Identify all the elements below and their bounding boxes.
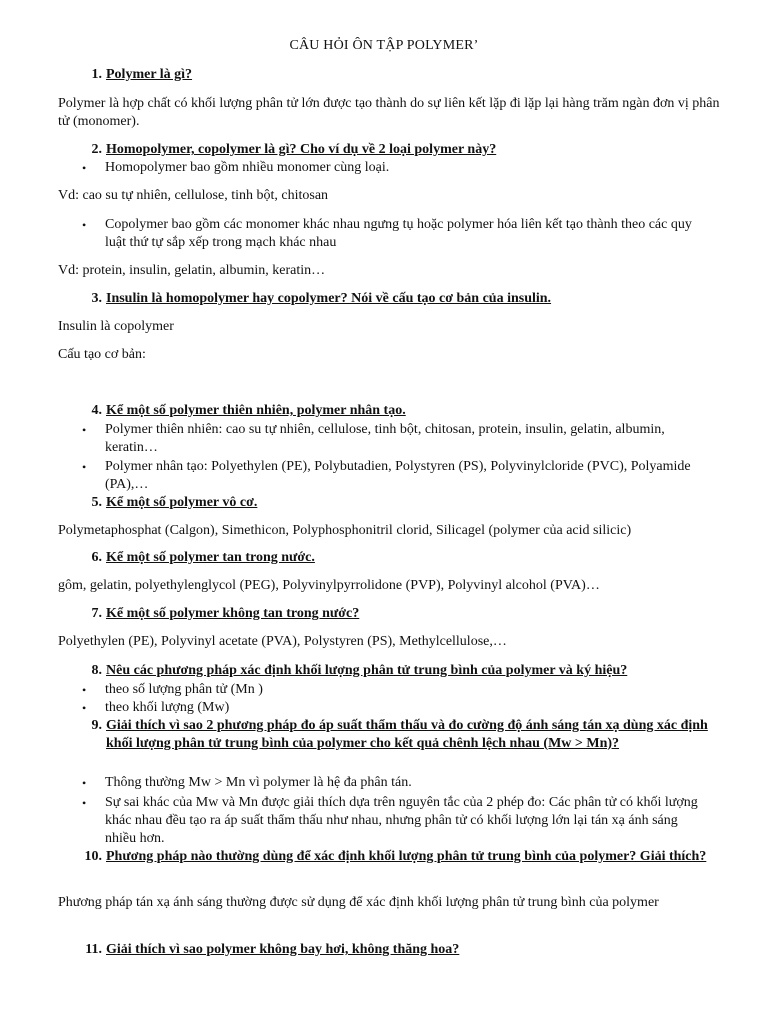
bullet-icon: • xyxy=(82,796,87,810)
answer-4-bullet-synthetic: Polymer nhân tạo: Polyethylen (PE), Polybutadien, Polystyren (PS), Polyvinylcloride (PVC), Polyamide (PA),… xyxy=(105,459,691,492)
question-8-number: 8. xyxy=(91,663,102,678)
answer-3-line-1: Insulin là copolymer xyxy=(58,319,174,334)
answer-8-bullet-mw: theo khối lượng (Mw) xyxy=(105,700,230,715)
question-4-heading: Kể một số polymer thiên nhiên, polymer nhân tạo. xyxy=(106,403,406,418)
question-3-heading: Insulin là homopolymer hay copolymer? Nói về cấu tạo cơ bản của insulin. xyxy=(106,291,552,306)
answer-5-paragraph: Polymetaphosphat (Calgon), Simethicon, Polyphosphonitril clorid, Silicagel (polymer của acid silicic) xyxy=(58,523,632,538)
bullet-icon: • xyxy=(82,460,87,474)
question-7-number: 7. xyxy=(91,606,102,621)
answer-2-bullet-homopolymer: Homopolymer bao gồm nhiều monomer cùng loại. xyxy=(105,160,390,175)
question-10-heading: Phương pháp nào thường dùng để xác định khối lượng phân tử trung bình của polymer? Giải thích? xyxy=(106,849,707,864)
question-11-number: 11. xyxy=(85,942,102,957)
answer-3-line-2: Cấu tạo cơ bản: xyxy=(58,347,146,362)
answer-7-paragraph: Polyethylen (PE), Polyvinyl acetate (PVA), Polystyren (PS), Methylcellulose,… xyxy=(58,634,507,649)
answer-2-example-1: Vd: cao su tự nhiên, cellulose, tinh bột, chitosan xyxy=(58,188,329,203)
question-2-heading: Homopolymer, copolymer là gì? Cho ví dụ về 2 loại polymer này? xyxy=(106,142,497,157)
bullet-icon: • xyxy=(82,701,87,715)
question-9-number: 9. xyxy=(91,718,102,733)
question-6-number: 6. xyxy=(91,550,102,565)
bullet-icon: • xyxy=(82,161,87,175)
bullet-icon: • xyxy=(82,218,87,232)
question-8-heading: Nêu các phương pháp xác định khối lượng phân tử trung bình của polymer và ký hiệu? xyxy=(106,663,628,678)
answer-9-bullet-1: Thông thường Mw > Mn vì polymer là hệ đa phân tán. xyxy=(105,775,412,790)
answer-1-paragraph: Polymer là hợp chất có khối lượng phân tử lớn được tạo thành do sự liên kết lặp đi lặp lại hàng trăm ngàn đơn vị phân tử (monomer). xyxy=(58,96,720,129)
question-4-number: 4. xyxy=(91,403,102,418)
question-10-number: 10. xyxy=(84,849,102,864)
question-2-number: 2. xyxy=(91,142,102,157)
question-7-heading: Kể một số polymer không tan trong nước? xyxy=(106,606,360,621)
question-6-heading: Kể một số polymer tan trong nước. xyxy=(106,550,315,565)
question-5-number: 5. xyxy=(91,495,102,510)
answer-10-paragraph: Phương pháp tán xạ ánh sáng thường được sử dụng để xác định khối lượng phân tử trung bình của polymer xyxy=(58,895,659,910)
question-5-heading: Kể một số polymer vô cơ. xyxy=(106,495,258,510)
question-9-heading: Giải thích vì sao 2 phương pháp đo áp suất thẩm thấu và đo cường độ ánh sáng tán xạ dùng xác định khối lượng phân tử trung bình của polymer cho kết quả chênh lệch nhau (Mw > Mn)? xyxy=(106,718,708,751)
answer-6-paragraph: gôm, gelatin, polyethylenglycol (PEG), Polyvinylpyrrolidone (PVP), Polyvinyl alcohol (PVA)… xyxy=(58,578,600,593)
answer-9-bullet-2: Sự sai khác của Mw và Mn được giải thích dựa trên nguyên tắc của 2 phép đo: Các phân tử có khối lượng khác nhau đều tạo ra áp suất thẩm thấu như nhau, nhưng phân tử có khối lượng lớn lại tán xạ ánh sáng nhiều hơn. xyxy=(105,795,698,846)
answer-2-example-2: Vd: protein, insulin, gelatin, albumin, keratin… xyxy=(58,263,326,278)
question-1-heading: Polymer là gì? xyxy=(106,67,193,82)
bullet-icon: • xyxy=(82,423,87,437)
question-1-number: 1. xyxy=(91,67,102,82)
question-11-heading: Giải thích vì sao polymer không bay hơi, không thăng hoa? xyxy=(106,942,460,957)
answer-4-bullet-natural: Polymer thiên nhiên: cao su tự nhiên, cellulose, tinh bột, chitosan, protein, insulin, gelatin, albumin, keratin… xyxy=(105,422,665,455)
bullet-icon: • xyxy=(82,776,87,790)
document-title: CÂU HỎI ÔN TẬP POLYMER’ xyxy=(289,38,479,53)
question-3-number: 3. xyxy=(91,291,102,306)
bullet-icon: • xyxy=(82,683,87,697)
answer-8-bullet-mn: theo số lượng phân tử (Mn ) xyxy=(105,682,263,697)
answer-2-bullet-copolymer: Copolymer bao gồm các monomer khác nhau ngưng tụ hoặc polymer hóa liên kết tạo thành theo các quy luật thứ tự sắp xếp trong mạch khác nhau xyxy=(105,217,692,250)
